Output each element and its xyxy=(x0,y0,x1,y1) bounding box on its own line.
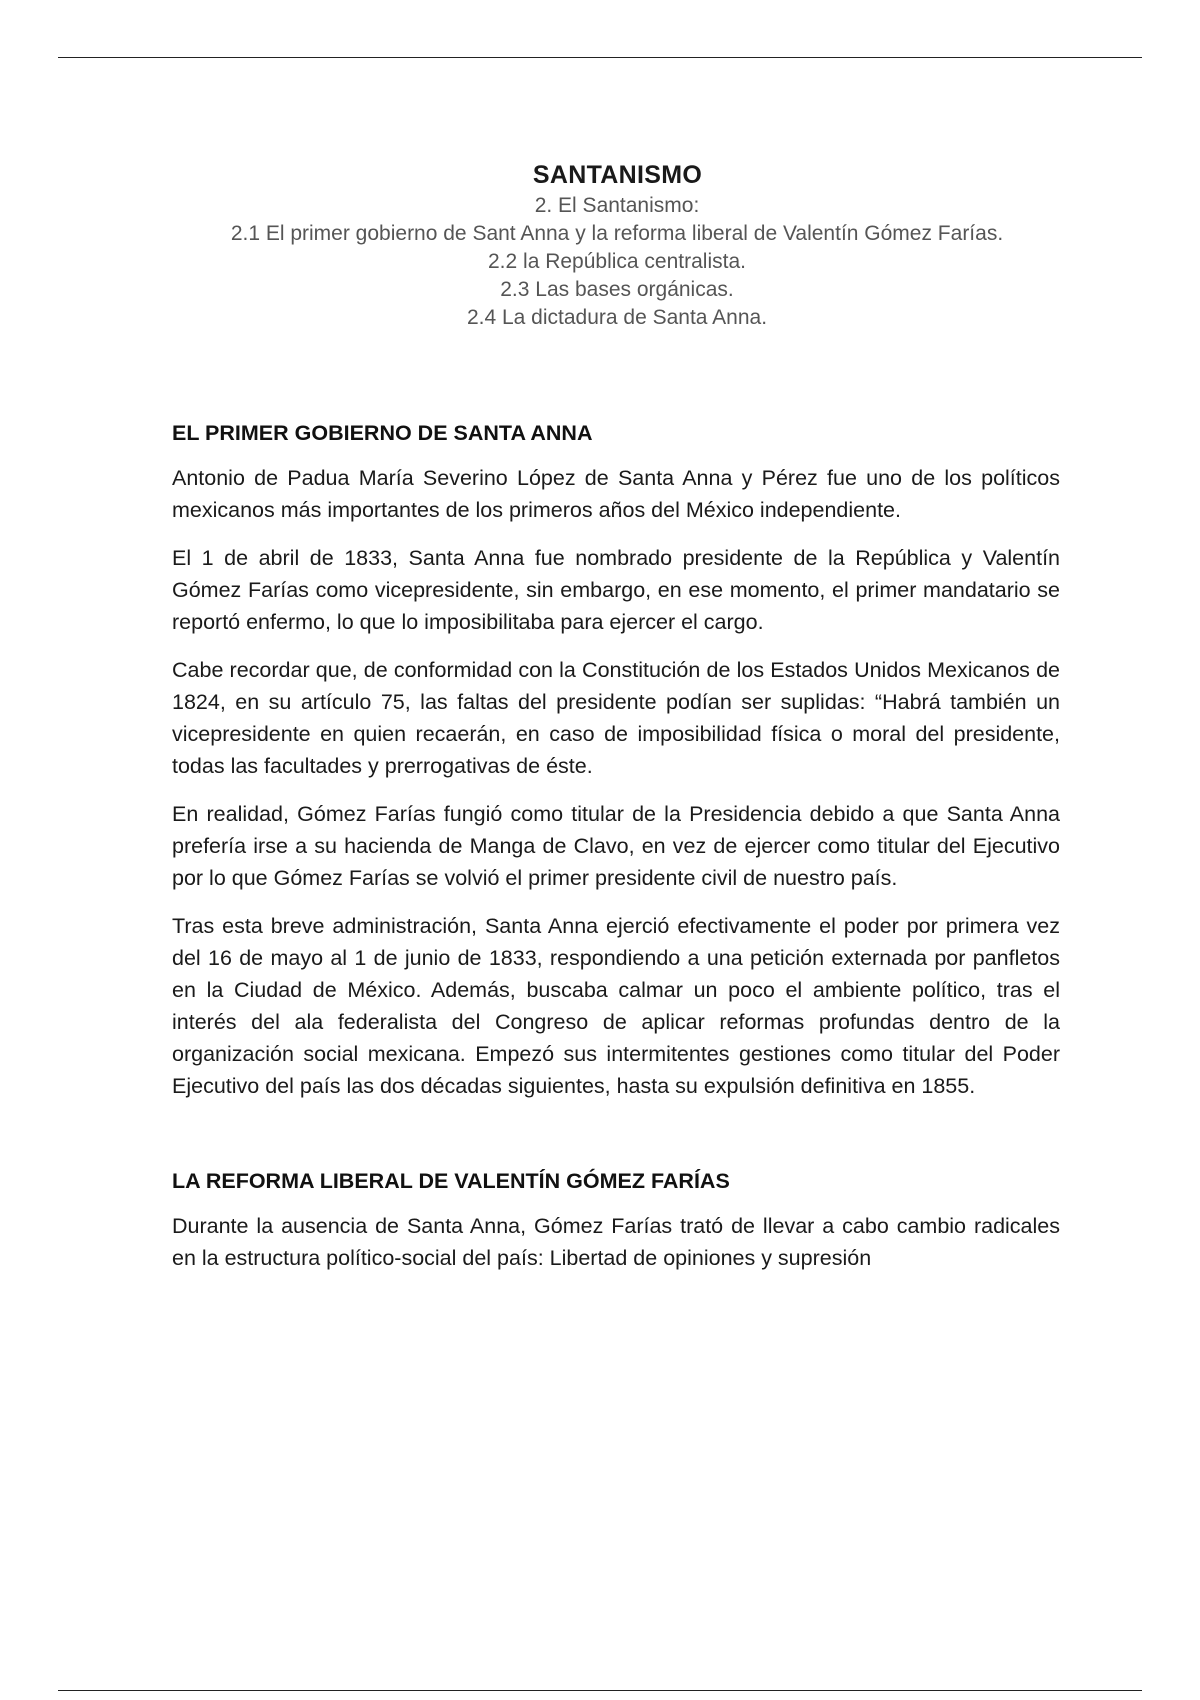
paragraph: Durante la ausencia de Santa Anna, Gómez Farías trató de llevar a cabo cambio radicales en la estructura político-social del país: Libertad de opiniones y supresión xyxy=(172,1214,1060,1270)
paragraph: Cabe recordar que, de conformidad con la Constitución de los Estados Unidos Mexicanos de 1824, en su artículo 75, las faltas del presidente podían ser suplidas: “Habrá también un vicepresidente en quien recaerán, en caso de imposibilidad física o moral del presidente, todas las facultades y prerrogativas de éste. xyxy=(172,658,1060,778)
section-heading: EL PRIMER GOBIERNO DE SANTA ANNA xyxy=(172,421,593,445)
header-rule xyxy=(58,57,1142,58)
section-primer-gobierno xyxy=(172,418,1060,1102)
paragraph: Tras esta breve administración, Santa Anna ejerció efectivamente el poder por primera vez del 16 de mayo al 1 de junio de 1833, respondiendo a una petición externada por panfletos en la Ciudad de México. Además, buscaba calmar un poco el ambiente político, tras el interés del ala federalista del Congreso de aplicar reformas profundas dentro de la organización social mexicana. Empezó sus intermitentes gestiones como titular del Poder Ejecutivo del país las dos décadas siguientes, hasta su expulsión definitiva en 1855. xyxy=(172,914,1060,1098)
toc-item: 2.2 la República centralista. xyxy=(488,250,746,273)
table-of-contents xyxy=(200,192,1034,332)
footer-rule xyxy=(58,1690,1142,1691)
toc-item: 2.1 El primer gobierno de Sant Anna y la reforma liberal de Valentín Gómez Farías. xyxy=(230,222,1004,245)
document-body xyxy=(172,418,1060,1290)
paragraph: El 1 de abril de 1833, Santa Anna fue nombrado presidente de la República y Valentín Gómez Farías como vicepresidente, sin embargo, en ese momento, el primer mandatario se reportó enfermo, lo que lo imposibilitaba para ejercer el cargo. xyxy=(172,546,1060,634)
toc-item: 2.3 Las bases orgánicas. xyxy=(500,278,734,301)
toc-item: 2. El Santanismo: xyxy=(534,194,700,217)
document-title: SANTANISMO xyxy=(532,160,703,189)
paragraph: En realidad, Gómez Farías fungió como titular de la Presidencia debido a que Santa Anna prefería irse a su hacienda de Manga de Clavo, en vez de ejercer como titular del Ejecutivo por lo que Gómez Farías se volvió el primer presidente civil de nuestro país. xyxy=(172,802,1060,890)
paragraph: Antonio de Padua María Severino López de Santa Anna y Pérez fue uno de los políticos mexicanos más importantes de los primeros años del México independiente. xyxy=(172,466,1060,522)
section-heading: LA REFORMA LIBERAL DE VALENTÍN GÓMEZ FARÍAS xyxy=(172,1169,730,1193)
section-reforma-liberal xyxy=(172,1166,1060,1274)
toc-item: 2.4 La dictadura de Santa Anna. xyxy=(466,306,768,329)
